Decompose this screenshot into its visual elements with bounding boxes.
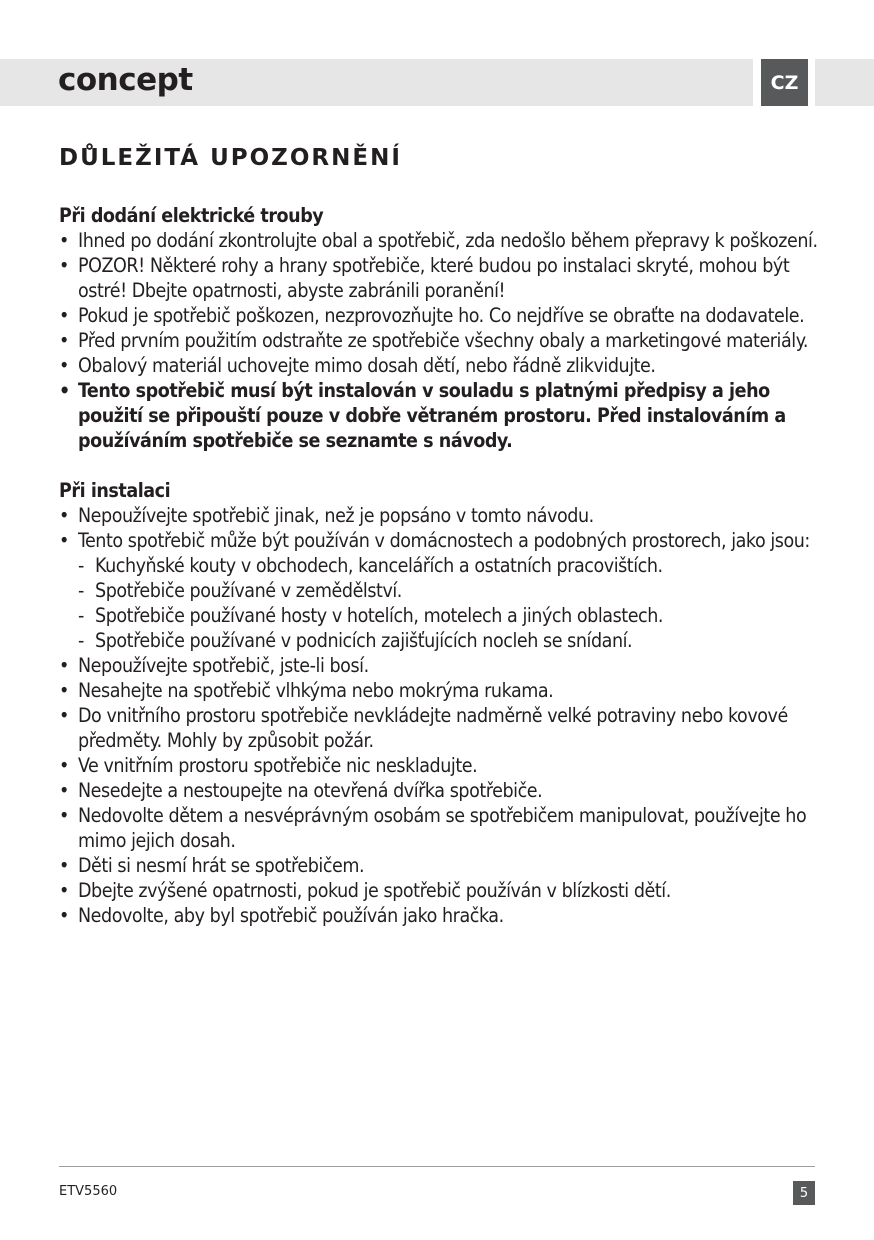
page-title: DŮLEŽITÁ UPOZORNĚNÍ	[59, 145, 402, 171]
list-item: • Do vnitřního prostoru spotřebiče nevkládejte nadměrně velké potraviny nebo kovové předměty. Mohly by způsobit požár.	[59, 703, 819, 753]
sublist-item: - Spotřebiče používané v podnicích zajišťujících nocleh se snídaní.	[78, 628, 819, 653]
list-item: • Ihned po dodání zkontrolujte obal a spotřebič, zda nedošlo během přepravy k poškození.	[59, 228, 819, 253]
list-item: • Ve vnitřním prostoru spotřebiče nic neskladujte.	[59, 753, 819, 778]
brand-logo: concept	[58, 62, 193, 98]
delivery-list	[59, 228, 819, 453]
section-gap	[59, 453, 819, 478]
list-item: • POZOR! Některé rohy a hrany spotřebiče, které budou po instalaci skryté, mohou být ostré! Dbejte opatrnosti, abyste zabránili poranění!	[59, 253, 819, 303]
section-heading-delivery: Při dodání elektrické trouby	[59, 204, 324, 227]
list-item-text: Tento spotřebič může být používán v domácnostech a podobných prostorech, jako jsou:	[78, 529, 810, 552]
footer-divider	[59, 1166, 815, 1167]
model-number: ETV5560	[59, 1184, 118, 1199]
sublist-item: - Kuchyňské kouty v obchodech, kancelářích a ostatních pracovištích.	[78, 553, 819, 578]
list-item: • Pokud je spotřebič poškozen, nezprovozňujte ho. Co nejdříve se obraťte na dodavatele.	[59, 303, 819, 328]
list-item: • Děti si nesmí hrát se spotřebičem.	[59, 853, 819, 878]
list-item: • Nesedejte a nestoupejte na otevřená dvířka spotřebiče.	[59, 778, 819, 803]
list-item: • Nedovolte dětem a nesvéprávným osobám se spotřebičem manipulovat, používejte ho mimo jejich dosah.	[59, 803, 819, 853]
language-badge: CZ	[761, 59, 808, 106]
installation-list	[59, 503, 819, 928]
list-item: • Nepoužívejte spotřebič, jste-li bosí.	[59, 653, 819, 678]
list-item-warning: • Tento spotřebič musí být instalován v souladu s platnými předpisy a jeho použití se připouští pouze v dobře větraném prostoru. Před instalováním a používáním spotřebiče se seznamte s návody.	[59, 378, 819, 453]
list-item: • Nedovolte, aby byl spotřebič používán jako hračka.	[59, 903, 819, 928]
document-body	[59, 203, 819, 928]
list-item: • Dbejte zvýšené opatrnosti, pokud je spotřebič používán v blízkosti dětí.	[59, 878, 819, 903]
sublist-item: - Spotřebiče používané v zemědělství.	[78, 578, 819, 603]
list-item: • Nepoužívejte spotřebič jinak, než je popsáno v tomto návodu.	[59, 503, 819, 528]
list-item: • Před prvním použitím odstraňte ze spotřebiče všechny obaly a marketingové materiály.	[59, 328, 819, 353]
section-heading-installation: Při instalaci	[59, 479, 171, 502]
page-number: 5	[793, 1181, 815, 1205]
list-item: • Obalový materiál uchovejte mimo dosah dětí, nebo řádně zlikvidujte.	[59, 353, 819, 378]
sublist-item: - Spotřebiče používané hosty v hotelích, motelech a jiných oblastech.	[78, 603, 819, 628]
list-item-with-sublist	[59, 528, 819, 653]
header-band-right	[815, 59, 874, 106]
list-item: • Nesahejte na spotřebič vlhkýma nebo mokrýma rukama.	[59, 678, 819, 703]
sublist	[78, 553, 819, 653]
